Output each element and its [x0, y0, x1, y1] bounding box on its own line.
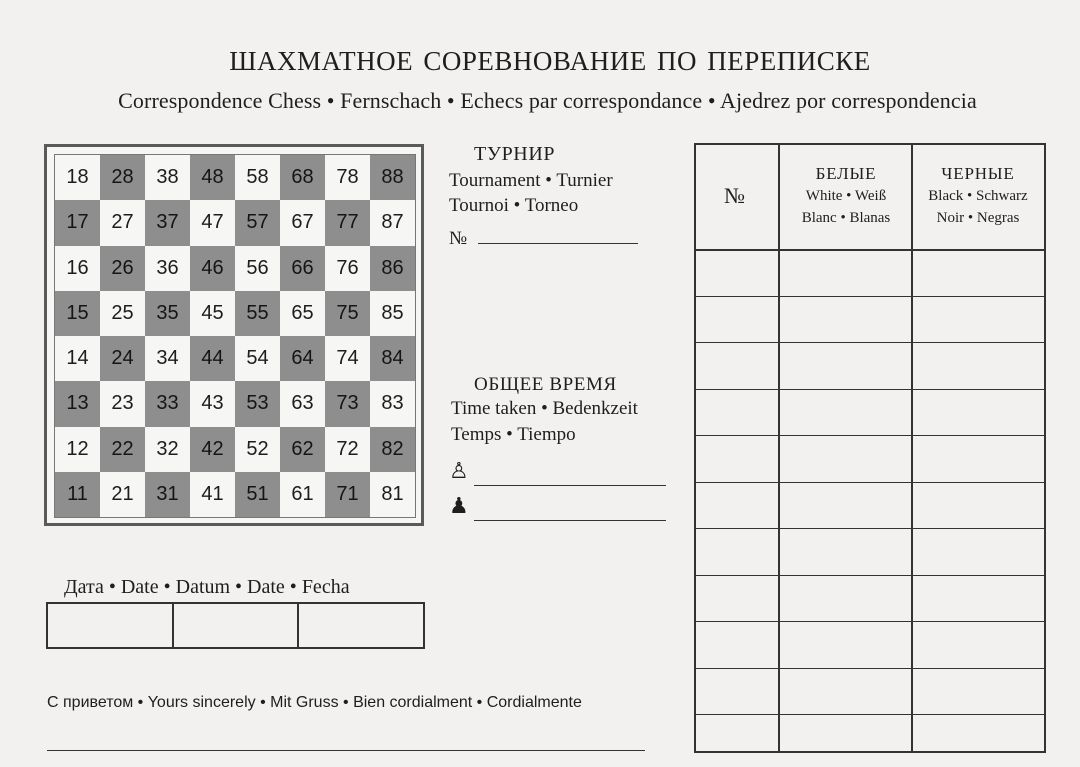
chess-board-frame: [44, 144, 424, 526]
board-square-22: 22: [100, 427, 145, 472]
white-move-cell[interactable]: [779, 668, 911, 715]
white-move-cell[interactable]: [779, 575, 911, 622]
board-square-37: 37: [145, 200, 190, 245]
board-square-34: 34: [156, 347, 179, 370]
board-square-44: 44: [190, 336, 235, 381]
board-square-72: 72: [336, 437, 359, 460]
black-time-field[interactable]: [474, 520, 666, 521]
black-move-cell[interactable]: [912, 342, 1044, 389]
board-square-47: 47: [201, 211, 224, 234]
move-number-cell[interactable]: [696, 435, 778, 482]
board-square-53: 53: [235, 381, 280, 426]
board-square-86: 86: [370, 246, 415, 291]
white-move-cell[interactable]: [779, 435, 911, 482]
board-square-68: 68: [280, 155, 325, 200]
black-move-cell[interactable]: [912, 668, 1044, 715]
board-square-26: 26: [100, 246, 145, 291]
time-title: ОБЩЕЕ ВРЕМЯ: [474, 374, 617, 395]
move-number-cell[interactable]: [696, 482, 778, 529]
black-move-cell[interactable]: [912, 389, 1044, 436]
white-time-field[interactable]: [474, 485, 666, 486]
white-move-cell[interactable]: [779, 528, 911, 575]
move-number-cell[interactable]: [696, 528, 778, 575]
white-moves-header: [780, 163, 912, 229]
white-pawn-icon: ♙: [449, 459, 469, 484]
board-square-16: 16: [66, 256, 89, 279]
moves-table-header: [696, 145, 1044, 251]
black-header-line-2: Noir • Negras: [936, 210, 1020, 226]
board-square-73: 73: [325, 381, 370, 426]
board-square-64: 64: [280, 336, 325, 381]
black-header-line-1: Black • Schwarz: [928, 188, 1028, 204]
time-label-2: Temps • Tiempo: [451, 424, 576, 445]
board-square-76: 76: [336, 256, 359, 279]
tournament-number-label: №: [449, 228, 468, 249]
board-square-67: 67: [291, 211, 314, 234]
date-year-field[interactable]: [299, 604, 423, 647]
board-square-32: 32: [156, 437, 179, 460]
board-square-24: 24: [100, 336, 145, 381]
black-pawn-icon: ♟: [449, 494, 469, 519]
signature-field[interactable]: [47, 750, 645, 751]
board-square-54: 54: [246, 347, 269, 370]
board-square-21: 21: [111, 482, 134, 505]
board-square-15: 15: [55, 291, 100, 336]
board-square-82: 82: [370, 427, 415, 472]
time-label-1: Time taken • Bedenkzeit: [451, 398, 638, 419]
black-move-cell[interactable]: [912, 296, 1044, 343]
board-square-65: 65: [291, 301, 314, 324]
black-move-cell[interactable]: [912, 482, 1044, 529]
move-number-cell[interactable]: [696, 714, 778, 761]
move-number-cell[interactable]: [696, 389, 778, 436]
move-number-cell[interactable]: [696, 296, 778, 343]
white-header-line-1: White • Weiß: [805, 188, 887, 204]
board-square-77: 77: [325, 200, 370, 245]
white-move-cell[interactable]: [779, 482, 911, 529]
white-move-cell[interactable]: [779, 296, 911, 343]
white-move-cell[interactable]: [779, 621, 911, 668]
tournament-title: ТУРНИР: [474, 143, 556, 165]
board-square-81: 81: [381, 482, 404, 505]
board-square-27: 27: [111, 211, 134, 234]
white-move-cell[interactable]: [779, 342, 911, 389]
board-square-55: 55: [235, 291, 280, 336]
move-number-cell[interactable]: [696, 575, 778, 622]
board-square-57: 57: [235, 200, 280, 245]
black-move-cell[interactable]: [912, 575, 1044, 622]
board-square-18: 18: [66, 166, 89, 189]
board-square-52: 52: [246, 437, 269, 460]
board-square-25: 25: [111, 301, 134, 324]
board-square-66: 66: [280, 246, 325, 291]
chess-board: [54, 154, 416, 518]
white-move-cell[interactable]: [779, 389, 911, 436]
board-square-61: 61: [291, 482, 314, 505]
board-square-14: 14: [66, 347, 89, 370]
date-fields: [46, 602, 425, 649]
board-square-71: 71: [325, 472, 370, 517]
black-moves-header: [912, 163, 1044, 229]
tournament-label-1: Tournament • Turnier: [449, 170, 613, 191]
board-square-56: 56: [246, 256, 269, 279]
board-square-63: 63: [291, 392, 314, 415]
board-square-42: 42: [190, 427, 235, 472]
black-move-cell[interactable]: [912, 249, 1044, 296]
board-square-87: 87: [381, 211, 404, 234]
board-square-58: 58: [246, 166, 269, 189]
board-square-46: 46: [190, 246, 235, 291]
move-number-cell[interactable]: [696, 668, 778, 715]
board-square-13: 13: [55, 381, 100, 426]
board-square-12: 12: [66, 437, 89, 460]
greeting-text: С приветом • Yours sincerely • Mit Gruss • Bien cordialment • Cordialmente: [47, 694, 582, 711]
black-move-cell[interactable]: [912, 621, 1044, 668]
board-square-74: 74: [336, 347, 359, 370]
moves-table: [694, 143, 1046, 753]
move-number-header: №: [724, 183, 745, 208]
board-square-75: 75: [325, 291, 370, 336]
move-number-cell[interactable]: [696, 249, 778, 296]
board-square-31: 31: [145, 472, 190, 517]
move-number-cell[interactable]: [696, 621, 778, 668]
board-square-33: 33: [145, 381, 190, 426]
white-header-line-2: Blanc • Blanas: [801, 210, 891, 226]
tournament-label-2: Tournoi • Torneo: [449, 195, 579, 216]
white-move-cell[interactable]: [779, 714, 911, 761]
board-square-35: 35: [145, 291, 190, 336]
move-number-cell[interactable]: [696, 342, 778, 389]
date-label: Дата • Date • Datum • Date • Fecha: [64, 576, 350, 598]
board-square-23: 23: [111, 392, 134, 415]
board-square-83: 83: [381, 392, 404, 415]
date-day-field[interactable]: [48, 604, 174, 647]
black-move-cell[interactable]: [912, 714, 1044, 761]
white-header-ru: БЕЛЫЕ: [815, 164, 877, 183]
board-square-62: 62: [280, 427, 325, 472]
board-square-88: 88: [370, 155, 415, 200]
date-month-field[interactable]: [174, 604, 300, 647]
white-move-cell[interactable]: [779, 249, 911, 296]
board-square-48: 48: [190, 155, 235, 200]
board-square-11: 11: [55, 472, 100, 517]
board-square-38: 38: [156, 166, 179, 189]
board-square-51: 51: [235, 472, 280, 517]
board-square-84: 84: [370, 336, 415, 381]
board-square-41: 41: [201, 482, 224, 505]
board-square-36: 36: [156, 256, 179, 279]
card-subtitle: Correspondence Chess • Fernschach • Echecs par correspondance • Ajedrez por correspondencia: [118, 88, 977, 113]
black-move-cell[interactable]: [912, 528, 1044, 575]
card-title: ШАХМАТНОЕ СОРЕВНОВАНИЕ ПО ПЕРЕПИСКЕ: [229, 46, 871, 76]
board-square-17: 17: [55, 200, 100, 245]
board-square-28: 28: [100, 155, 145, 200]
board-square-78: 78: [336, 166, 359, 189]
black-move-cell[interactable]: [912, 435, 1044, 482]
tournament-number-field[interactable]: [478, 243, 638, 244]
board-square-85: 85: [381, 301, 404, 324]
board-square-43: 43: [201, 392, 224, 415]
board-square-45: 45: [201, 301, 224, 324]
black-header-ru: ЧЕРНЫЕ: [941, 164, 1015, 183]
